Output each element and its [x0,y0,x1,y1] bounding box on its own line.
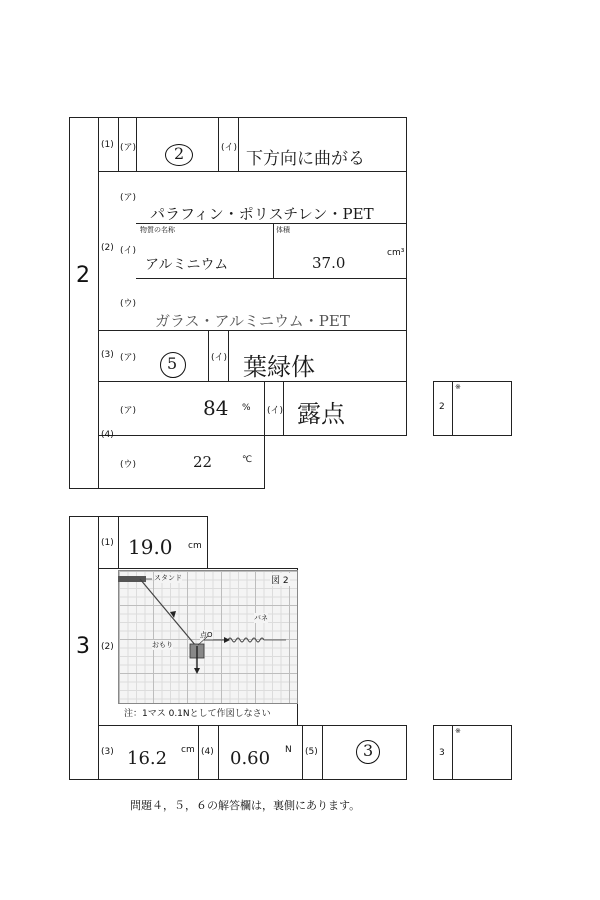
q2-r3-i-label: (イ) [211,353,228,363]
q2-r4-i-answer: 露点 [297,400,345,428]
q2-r2-a-answer: パラフィン・ポリスチレン・PET [150,205,374,223]
q3-r5-label: (5) [305,747,318,757]
q2-number: 2 [76,263,90,288]
q2-r4-u-unit: ℃ [242,455,253,465]
q2-r1-i-answer: 下方向に曲がる [246,149,365,169]
q2-r2-name-value: アルミニウム [145,257,229,273]
force-diagram [118,570,296,702]
string-line [140,579,196,646]
q2-row4-top [98,381,407,436]
point-label: 点O [200,631,213,639]
weight-label: おもり [152,641,173,649]
q3-r4-answer: 0.60 [230,748,271,769]
q2-r4-u-answer: 22 [193,453,213,471]
q2-r2-a-label: (ア) [120,193,137,203]
q3-r1-label: (1) [101,538,114,548]
q2-r2-vol-value: 37.0 [312,254,346,272]
fig-label: 図 2 [270,573,290,586]
string-arrowhead [170,611,176,618]
q2-score-num: 2 [439,402,445,412]
q2-r3-label: (3) [101,350,114,360]
q2-r4-a-answer: 84 [203,396,229,420]
q2-r2-vol-header: 体積 [276,226,290,234]
q3-r4-unit: N [285,745,292,755]
q2-r4-a-label: (ア) [120,406,137,416]
q2-r4-a-unit: % [242,403,251,413]
q2-r2-i-label: (イ) [120,246,137,256]
q2-r3-a-answer: 5 [167,354,178,373]
q2-row2 [98,171,407,331]
stand-label: スタンド [154,574,182,582]
q2-r4-i-label: (イ) [267,406,284,416]
q2-r1-label: (1) [101,140,114,150]
q2-r1-a-label: (ア) [120,143,137,153]
q3-r3-answer: 16.2 [127,748,168,769]
footer-note: 問題４，５，６の解答欄は，裏側にあります。 [130,799,361,812]
q2-r1-i-label: (イ) [221,143,238,153]
gravity-arrowhead [194,668,200,674]
q2-r2-u-label: (ウ) [120,299,137,309]
q2-r1-a-answer: 2 [174,144,185,163]
q3-r3-label: (3) [101,747,114,757]
q3-number: 3 [76,634,90,659]
spring-label: バネ [254,614,268,622]
q2-r2-label: (2) [101,243,114,253]
q3-score-box [433,725,512,780]
q3-r4-label: (4) [201,747,214,757]
q2-r4-u-label: (ウ) [120,460,137,470]
q3-r3-unit: cm [181,745,195,755]
q2-r3-a-label: (ア) [120,353,137,363]
q3-r5-answer: 3 [363,741,374,760]
q2-r3-i-answer: 葉緑体 [243,353,315,381]
q3-r1-answer: 19.0 [128,535,173,559]
q2-score-box [433,381,512,436]
q3-score-mark: ※ [455,727,461,735]
q2-r2-name-header: 物質の名称 [140,226,175,234]
spring-coil [228,638,264,642]
q2-score-mark: ※ [455,383,461,391]
q2-r2-u-answer: ガラス・アルミニウム・PET [155,312,350,330]
grid-note: 注：1マス 0.1Nとして作図しなさい [124,709,271,719]
q2-r4-label: (4) [101,430,114,440]
q3-r1-unit: cm [188,541,202,551]
q2-r2-vol-unit: cm³ [387,248,405,258]
q3-r2-label: (2) [101,642,114,652]
q2-number-cell [69,117,99,489]
q3-score-num: 3 [439,748,445,758]
